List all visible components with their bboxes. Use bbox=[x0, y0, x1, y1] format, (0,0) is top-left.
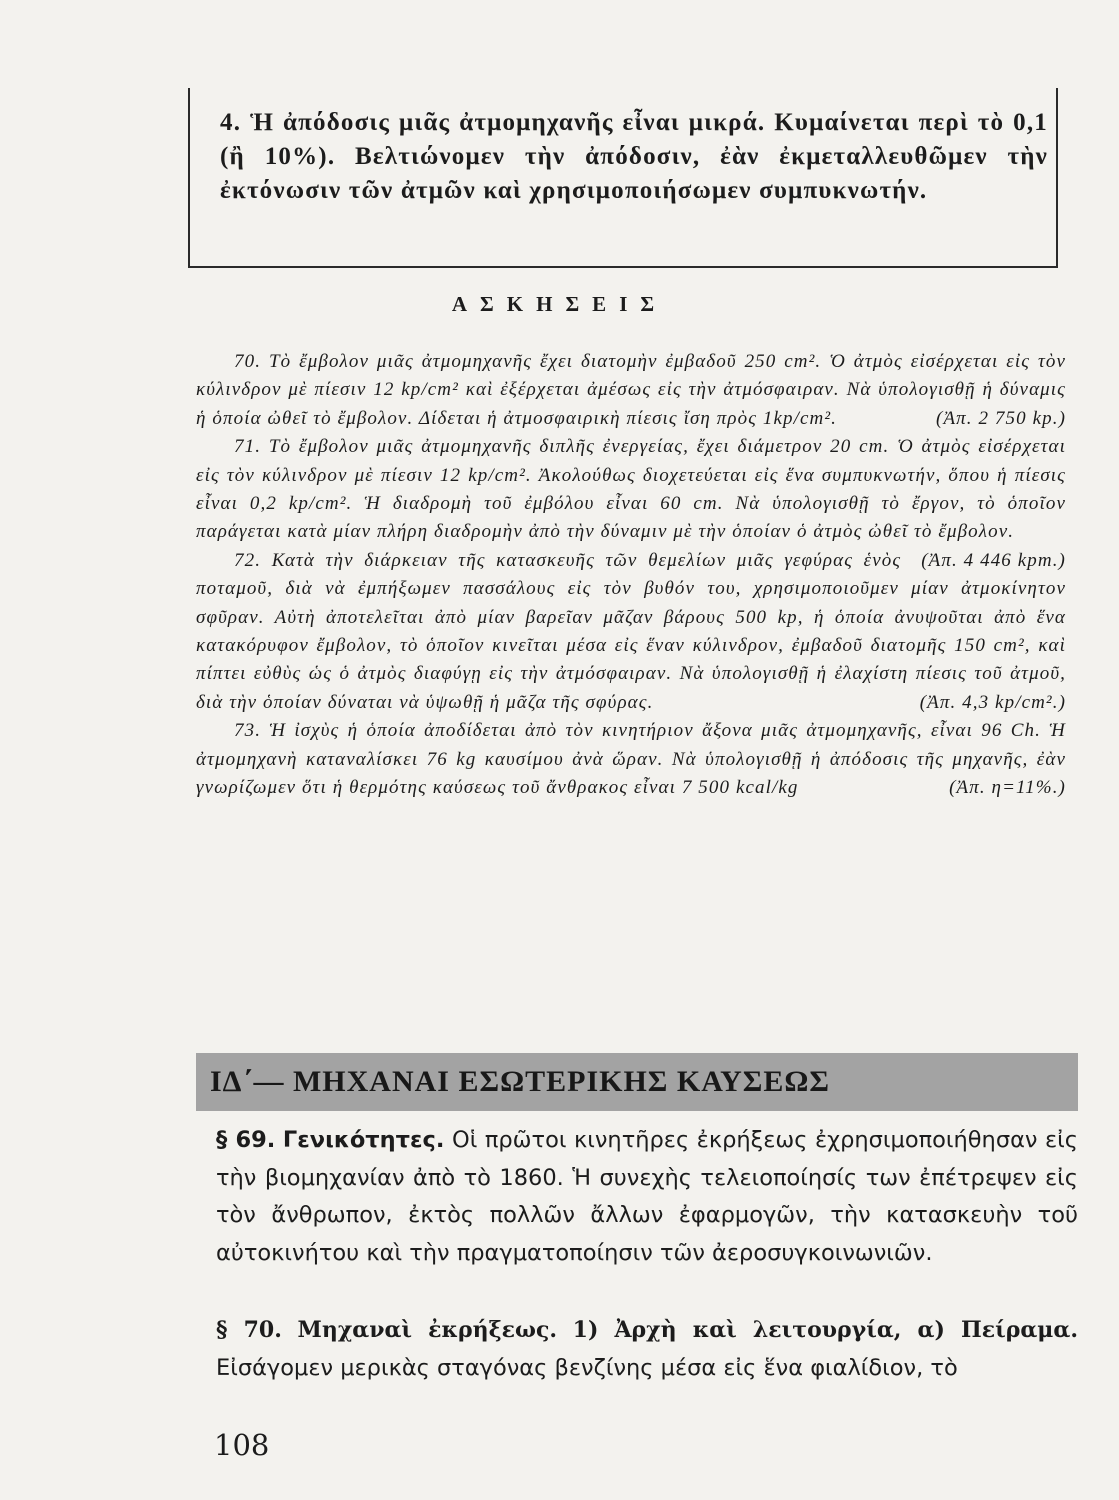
chapter-banner bbox=[196, 1053, 1078, 1111]
exercises-heading: ΑΣΚΗΣΕΙΣ bbox=[451, 292, 668, 316]
exercise-73 bbox=[196, 717, 1066, 802]
exercise-70 bbox=[196, 348, 1066, 433]
exercise-number: 71. bbox=[234, 436, 262, 458]
boxed-note-text: 4. Ἡ ἀπόδοσις μιᾶς ἀτμομηχανῆς εἶναι μικρά. Κυμαίνεται περὶ τὸ 0,1 (ἢ 10%). Βελτιώνομεν τὴν ἀπόδοσιν, ἐὰν ἐκμεταλλευθῶμεν τὴν ἐκτόνωσιν τῶν ἀτμῶν καὶ χρησιμοποιήσωμεν συμπυκνωτήν. bbox=[220, 109, 1048, 204]
exercise-text: Κατὰ τὴν διάρκειαν τῆς κατασκευῆς τῶν θεμελίων μιᾶς γεφύρας ἑνὸς ποταμοῦ, διὰ νὰ ἐμπήξωμεν πασσάλους εἰς τὸν βυθόν του, χρησιμοποιοῦμεν μίαν ἀτμοκίνητον σφῦραν. Αὐτὴ ἀποτελεῖται ἀπὸ μίαν βαρεῖαν μᾶζαν βάρους 500 kp, ἡ ὁποία ἀνυψοῦται ἀπὸ ἕνα κατακόρυφον ἔμβολον, τὸ ὁποῖον κινεῖται μέσα εἰς ἕναν κύλινδρον, ἐμβαδοῦ διατομῆς 150 cm², καὶ πίπτει εὐθὺς ὡς ὁ ἀτμὸς διαφύγῃ εἰς τὴν ἀτμόσφαιραν. Νὰ ὑπολογισθῇ ἡ ἐλαχίστη πίεσις τοῦ ἀτμοῦ, διὰ τὴν ὁποίαν δύναται νὰ ὑψωθῇ ἡ μᾶζα τῆς σφύρας. bbox=[196, 549, 1066, 713]
section-subtitle: 1) Ἀρχὴ καὶ λειτουργία, α) Πείραμα. bbox=[572, 1317, 1078, 1343]
boxed-note bbox=[188, 88, 1058, 268]
exercise-answer: (Ἀπ. 4,3 kp/cm².) bbox=[919, 691, 1066, 713]
exercise-answer: (Ἀπ. 4 446 kpm.) bbox=[921, 549, 1066, 571]
exercise-number: 70. bbox=[234, 351, 262, 372]
exercise-text: Τὸ ἔμβολον μιᾶς ἀτμομηχανῆς διπλῆς ἐνεργείας, ἔχει διάμετρον 20 cm. Ὁ ἀτμὸς εἰσέρχεται εἰς τὸν κύλινδρον μὲ πίεσιν 12 kp/cm². Ἀκολούθως διοχετεύεται εἰς ἕνα συμπυκνωτήν, ὅπου ἡ πίεσις εἶναι 0,2 kp/cm². Ἡ διαδρομὴ τοῦ ἐμβόλου εἶναι 60 cm. Νὰ ὑπολογισθῇ τὸ ἔργον, τὸ ὁποῖον παράγεται κατὰ μίαν πλήρη διαδρομὴν ἀπὸ τὴν δύναμιν μὲ τὴν ὁποίαν ὁ ἀτμὸς ὠθεῖ τὸ ἔμβολον. bbox=[196, 436, 1066, 543]
section-70 bbox=[216, 1312, 1078, 1387]
section-number: § 69. bbox=[216, 1127, 276, 1153]
exercise-text: Τὸ ἔμβολον μιᾶς ἀτμομηχανῆς ἔχει διατομὴν ἐμβαδοῦ 250 cm². Ὁ ἀτμὸς εἰσέρχεται εἰς τὸν κύλινδρον μὲ πίεσιν 12 kp/cm² καὶ ἐξέρχεται ἀμέσως εἰς τὴν ἀτμόσφαιραν. Νὰ ὑπολογισθῇ ἡ δύναμις ἡ ὁποία ὠθεῖ τὸ ἔμβολον. Δίδεται ἡ ἀτμοσφαιρικὴ πίεσις ἴση πρὸς 1kp/cm². bbox=[196, 351, 1066, 429]
chapter-title: ΙΔ΄— ΜΗΧΑΝΑΙ ΕΣΩΤΕΡΙΚΗΣ ΚΑΥΣΕΩΣ bbox=[210, 1065, 830, 1098]
exercises-list bbox=[196, 348, 1066, 803]
page-number: 108 bbox=[214, 1428, 270, 1462]
section-title: Μηχαναὶ ἐκρήξεως. bbox=[297, 1317, 558, 1343]
exercise-answer: (Ἀπ. 2 750 kp.) bbox=[936, 407, 1066, 429]
section-title: Γενικότητες. bbox=[282, 1127, 445, 1153]
exercise-answer: (Ἀπ. η=11%.) bbox=[949, 777, 1066, 799]
section-text: Εἰσάγομεν μερικὰς σταγόνας βενζίνης μέσα εἰς ἕνα φιαλίδιον, τὸ bbox=[216, 1354, 958, 1381]
section-text: Οἱ πρῶτοι κινητῆρες ἐκρήξεως ἐχρησιμοποιήθησαν εἰς τὴν βιομηχανίαν ἀπὸ τὸ 1860. Ἡ συνεχὴς τελειοποίησίς των ἐπέτρεψεν εἰς τὸν ἄνθρωπον, ἐκτὸς πολλῶν ἄλλων ἐφαρμογῶν, τὴν κατασκευὴν τοῦ αὐτοκινήτου καὶ τὴν πραγματοποίησιν τῶν ἀεροσυγκοινωνιῶν. bbox=[216, 1127, 1078, 1266]
exercise-number: 72. bbox=[234, 549, 262, 571]
section-number: § 70. bbox=[216, 1317, 282, 1343]
exercise-number: 73. bbox=[234, 720, 262, 742]
section-69 bbox=[216, 1122, 1078, 1272]
exercise-text: Ἡ ἰσχὺς ἡ ὁποία ἀποδίδεται ἀπὸ τὸν κινητήριον ἄξονα μιᾶς ἀτμομηχανῆς, εἶναι 96 Ch. Ἡ ἀτμομηχανὴ καταναλίσκει 76 kg καυσίμου ἀνὰ ὥραν. Νὰ ὑπολογισθῇ ἡ ἀπόδοσις τῆς μηχανῆς, ἐὰν γνωρίζωμεν ὅτι ἡ θερμότης καύσεως τοῦ ἄνθρακος εἶναι 7 500 kcal/kg bbox=[196, 720, 1066, 799]
